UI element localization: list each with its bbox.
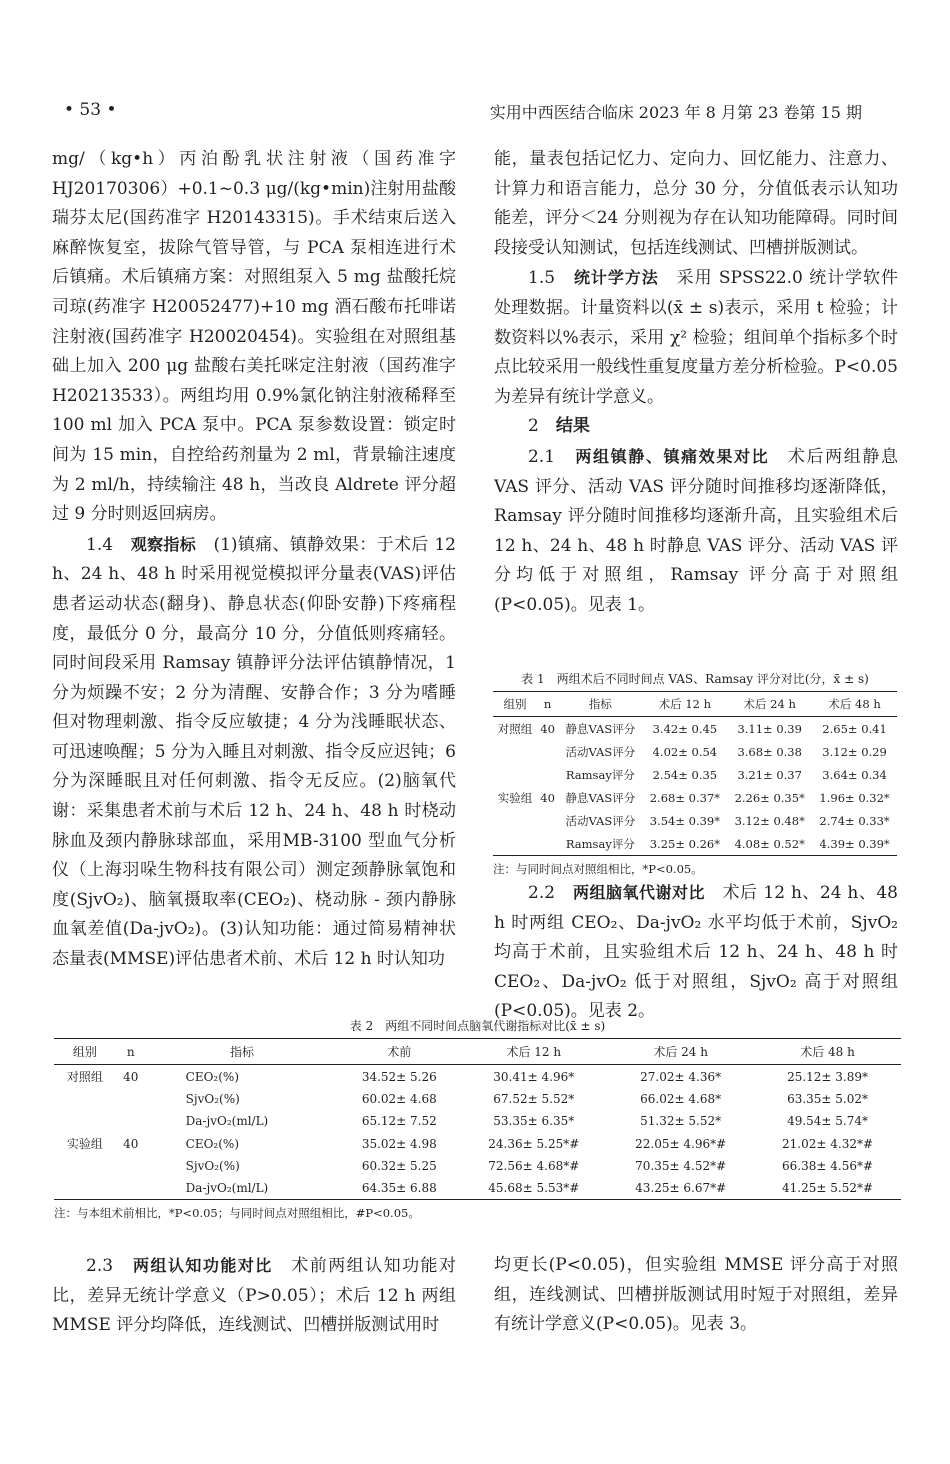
cell: 3.12± 0.48*: [734, 813, 805, 828]
cell: [537, 832, 558, 856]
cell: [537, 763, 558, 786]
section-title: 统计学方法: [573, 268, 659, 288]
section-2-2: [494, 878, 898, 1027]
section-title: 两组脑氧代谢对比: [573, 883, 706, 902]
table-2-note: 注：与本组术前相比，*P<0.05；与同时间点对照组相比，#P<0.05。: [54, 1206, 420, 1220]
table-1: [493, 670, 897, 877]
cell: 64.35± 6.88: [361, 1181, 437, 1195]
section-text: (1)镇痛、镇静效果：于术后 12 h、24 h、48 h 时采用视觉模拟评分量表(VAS)评估患者运动状态(翻身)、静息状态(仰卧安静)下疼痛程度，最低分 0 分，最高分 10 分，分值低则疼痛轻。同时间段采用 Ramsay 镇静评分法评估镇静情况，1 分为烦躁不安；2 分为清醒、安静合作；3 分为嗜睡但对物理刺激、指令反应敏捷；4 分为浅睡眠状态、可迅速唤醒；5 分为入睡且对刺激、指令反应迟钝；6 分为深睡眠且对任何刺激、指令无反应。(2)脑氧代谢：采集患者术前与术后 12 h、24 h、48 h 时桡动脉血及颈内静脉球部血，采用MB-3100 型血气分析仪（上海羽哚生物科技有限公司）测定颈静脉氧饱和度(SjvO₂)、脑氧摄取率(CEO₂)、桡动脉 - 颈内静脉血氧差值(Da-jvO₂)。(3)认知功能：通过简易精神状态量表(MMSE)评估患者术前、术后 12 h 时认知功: [52, 534, 456, 970]
cell: 22.05± 4.96*#: [635, 1136, 727, 1151]
table-1-note: 注：与同时间点对照组相比，*P<0.05。: [493, 862, 703, 876]
cell: [116, 1110, 146, 1132]
cell: [54, 1088, 116, 1110]
section-text: 采用 SPSS22.0 统计学软件处理数据。计量资料以(x̄ ± s)表示，采用 t 检验；计数资料以%表示，采用 χ² 检验；组间单个指标多个时点比较采用一般线性重复度量方差分析检验。P<0.05 为差异有统计学意义。: [494, 268, 898, 407]
cell: [493, 763, 537, 786]
cell: 34.52± 5.26: [361, 1069, 437, 1084]
cell: 活动VAS评分: [565, 744, 636, 759]
cell: [493, 832, 537, 856]
cell: 72.56± 4.68*#: [488, 1159, 580, 1173]
cell: 43.25± 6.67*#: [635, 1181, 727, 1195]
table-header-row: [493, 692, 897, 717]
header-cell: 术后 12 h: [642, 692, 727, 717]
header-cell: 术后 24 h: [607, 1039, 754, 1065]
section-2-3-continued: 均更长(P<0.05)，但实验组 MMSE 评分高于对照组，连线测试、凹槽拼版测试用时短于对照组，差异有统计学意义(P<0.05)。见表 3。: [494, 1255, 898, 1335]
cell: 2.65± 0.41: [822, 721, 887, 736]
cell: 66.02± 4.68*: [640, 1092, 722, 1106]
cell: 3.64± 0.34: [822, 767, 887, 782]
cell: [54, 1177, 116, 1200]
table-header-row: [54, 1039, 901, 1065]
section-number: 1.5: [528, 268, 556, 289]
table-row: [54, 1088, 901, 1110]
cell: 3.21± 0.37: [737, 767, 802, 782]
section-text: 术后 12 h、24 h、48 h 时两组 CEO₂、Da-jvO₂ 水平均低于术前，SjvO₂ 均高于术前，且实验组术后 12 h、24 h、48 h 时 CEO₂、Da-jvO₂ 低于对照组，SjvO₂ 高于对照组(P<0.05)。见表 2。: [494, 883, 899, 1022]
section-text: 术前两组认知功能对比，差异无统计学意义（P>0.05）；术后 12 h 两组 MMSE 评分均降低，连线测试、凹槽拼版测试用时: [52, 1256, 457, 1336]
table-row: [54, 1110, 901, 1132]
table-row: [493, 809, 897, 832]
cell: 1.96± 0.32*: [819, 790, 890, 805]
cell: 对照组: [497, 721, 533, 736]
cell: 63.35± 5.02*: [787, 1092, 869, 1106]
section-number: 2.2: [528, 883, 556, 903]
right-column-lower: [494, 878, 898, 1027]
cell: SjvO₂(%): [185, 1092, 240, 1106]
section-number: 1.4: [86, 534, 114, 555]
header-cell: 指标: [146, 1039, 339, 1065]
cell: Ramsay评分: [565, 836, 635, 851]
header-cell: n: [537, 692, 558, 717]
cell: [54, 1110, 116, 1132]
cell: 70.35± 4.52*#: [635, 1159, 727, 1173]
cell: 24.36± 5.25*#: [488, 1136, 580, 1151]
cell: 25.12± 3.89*: [787, 1069, 869, 1084]
cell: 66.38± 4.56*#: [782, 1159, 874, 1173]
cell: 3.11± 0.39: [737, 721, 802, 736]
cell: Da-jvO₂(ml/L): [185, 1181, 269, 1195]
section-number: 2: [528, 416, 539, 437]
cell: 21.02± 4.32*#: [782, 1136, 874, 1151]
cell: 2.68± 0.37*: [649, 790, 720, 805]
section-text: 术后两组静息 VAS 评分、活动 VAS 评分随时间推移均逐渐降低，Ramsay 评分随时间推移均逐渐升高，且实验组术后 12 h、24 h、48 h 时静息 VAS 评分、活动 VAS 评分均低于对照组，Ramsay 评分高于对照组(P<0.05)。见表 1。: [494, 446, 899, 615]
table-row: [54, 1177, 901, 1200]
cell: 40: [540, 721, 555, 736]
section-2-1: [494, 442, 898, 621]
table-row: [54, 1065, 901, 1089]
cell: 2.74± 0.33*: [819, 813, 890, 828]
header-cell: 组别: [493, 692, 537, 717]
cell: 60.32± 5.25: [361, 1159, 437, 1173]
section-number: 2.1: [528, 446, 556, 467]
cell: [116, 1155, 146, 1177]
cell: [116, 1177, 146, 1200]
cell: 3.42± 0.45: [652, 721, 718, 736]
section-number: 2.3: [86, 1256, 114, 1276]
right-column: [494, 145, 898, 621]
cell: CEO₂(%): [185, 1069, 240, 1084]
cell: 活动VAS评分: [565, 813, 636, 828]
table-row: [493, 832, 897, 856]
cell: 3.12± 0.29: [822, 744, 887, 759]
header-cell: 术后 12 h: [460, 1039, 607, 1065]
header-cell: 术后 48 h: [754, 1039, 901, 1065]
bottom-right-column: [494, 1251, 898, 1340]
cell: [116, 1088, 146, 1110]
table-row: [54, 1155, 901, 1177]
bottom-left-column: [52, 1251, 456, 1341]
cell: 53.35± 6.35*: [493, 1114, 575, 1128]
table-row: [493, 740, 897, 763]
section-1-5: [494, 263, 898, 412]
cell: 4.39± 0.39*: [819, 836, 890, 851]
header-cell: n: [116, 1039, 146, 1065]
cell: 35.02± 4.98: [361, 1136, 437, 1151]
table-2-caption: 表 2 两组不同时间点脑氧代谢指标对比(x̄ ± s): [349, 1019, 606, 1033]
cell: 40: [540, 790, 555, 805]
header-cell: 指标: [558, 692, 642, 717]
cell: 2.26± 0.35*: [734, 790, 805, 805]
header-cell: 组别: [54, 1039, 116, 1065]
table-1-caption: 表 1 两组术后不同时间点 VAS、Ramsay 评分对比(分，x̄ ± s): [521, 672, 869, 686]
cell: CEO₂(%): [185, 1136, 240, 1151]
cell: 27.02± 4.36*: [640, 1069, 722, 1084]
cell: [493, 809, 537, 832]
cell: [54, 1155, 116, 1177]
cell: 对照组: [66, 1070, 103, 1084]
cell: 30.41± 4.96*: [493, 1069, 575, 1084]
cell: 40: [123, 1136, 139, 1151]
cell: 51.32± 5.52*: [640, 1114, 722, 1128]
page-number: • 53 •: [64, 100, 117, 120]
cell: 静息VAS评分: [565, 721, 636, 736]
section-title: 结果: [555, 416, 590, 437]
section-title: 观察指标: [130, 534, 197, 554]
cell: [537, 809, 558, 832]
cell: 67.52± 5.52*: [493, 1092, 575, 1106]
cell: 静息VAS评分: [565, 790, 636, 805]
table-row: [493, 763, 897, 786]
table-row: [493, 717, 897, 741]
cell: 实验组: [66, 1137, 103, 1151]
table-row: [54, 1132, 901, 1155]
cell: 41.25± 5.52*#: [782, 1181, 874, 1195]
methods-paragraph: mg/（kg•h）丙泊酚乳状注射液（国药准字 HJ20170306）+0.1~0.3 μg/(kg•min)注射用盐酸瑞芬太尼(国药准字 H20143315)。手术结束后送入麻醉恢复室，拔除气管导管，与 PCA 泵相连进行术后镇痛。术后镇痛方案：对照组泵入 5 mg 盐酸托烷司琼(药准字 H20052477)+10 mg 酒石酸布托啡诺注射液(国药准字 H20020454)。实验组在对照组基础上加入 200 μg 盐酸右美托咪定注射液（国药准字 H20213533）。两组均用 0.9%氯化钠注射液稀释至 100 ml 加入 PCA 泵中。PCA 泵参数设置：锁定时间为 15 min，自控给药剂量为 2 ml，背景输注速度为 2 ml/h，持续输注 48 h，当改良 Aldrete 评分超过 9 分时则返回病房。: [52, 149, 456, 525]
header-cell: 术前: [338, 1039, 460, 1065]
cell: 实验组: [497, 790, 533, 805]
cell: 3.68± 0.38: [737, 744, 802, 759]
cell: 3.25± 0.26*: [649, 836, 720, 851]
cell: 65.12± 7.52: [361, 1114, 437, 1128]
table-2: [54, 1017, 901, 1221]
section-2-heading: [494, 412, 898, 442]
table-row: [493, 786, 897, 809]
cell: 45.68± 5.53*#: [488, 1181, 580, 1195]
header-cell: 术后 24 h: [727, 692, 812, 717]
cell: 3.54± 0.39*: [649, 813, 720, 828]
journal-header: 实用中西医结合临床 2023 年 8 月第 23 卷第 15 期: [489, 103, 862, 122]
cell: [493, 740, 537, 763]
table-2-grid: [54, 1038, 901, 1200]
left-column: [52, 145, 456, 975]
cell: SjvO₂(%): [185, 1159, 240, 1173]
section-title: 两组镇静、镇痛效果对比: [575, 446, 770, 466]
cell: 4.08± 0.52*: [734, 836, 805, 851]
cell: 60.02± 4.68: [361, 1092, 437, 1106]
cell: 2.54± 0.35: [652, 767, 718, 782]
cell: Da-jvO₂(ml/L): [185, 1114, 269, 1128]
cell: 4.02± 0.54: [652, 744, 718, 759]
cell: [537, 740, 558, 763]
cell: 40: [123, 1069, 139, 1084]
continued-paragraph: 能，量表包括记忆力、定向力、回忆能力、注意力、计算力和语言能力，总分 30 分，分值低表示认知功能差，评分＜24 分则视为存在认知功能障碍。同时间段接受认知测试，包括连线测试、凹槽拼版测试。: [494, 149, 898, 258]
table-1-grid: [493, 691, 897, 856]
section-2-3: [52, 1251, 456, 1341]
header-cell: 术后 48 h: [812, 692, 897, 717]
section-title: 两组认知功能对比: [133, 1256, 273, 1275]
cell: Ramsay评分: [565, 767, 635, 782]
section-1-4: [52, 530, 456, 975]
cell: 49.54± 5.74*: [787, 1114, 869, 1128]
